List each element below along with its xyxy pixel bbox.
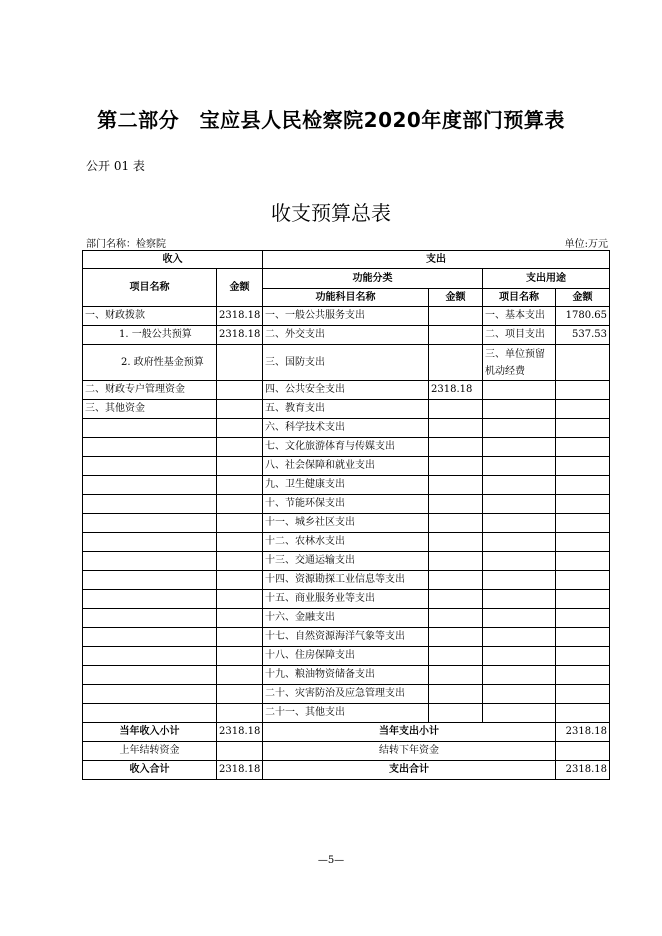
header-item-name: 项目名称 xyxy=(83,269,217,307)
function-amount xyxy=(429,590,483,609)
usage-amount xyxy=(556,647,610,666)
usage-item: 三、单位预留机动经费 xyxy=(483,345,556,381)
table-row xyxy=(83,590,610,609)
function-item: 十八、住房保障支出 xyxy=(263,647,429,666)
function-item: 七、文化旅游体育与传媒支出 xyxy=(263,438,429,457)
expense-total-label: 支出合计 xyxy=(263,761,556,780)
function-item: 十六、金融支出 xyxy=(263,609,429,628)
header-usage-amount: 金额 xyxy=(556,289,610,307)
usage-amount xyxy=(556,552,610,571)
usage-amount xyxy=(556,400,610,419)
header-amount: 金额 xyxy=(217,269,263,307)
income-amount xyxy=(217,533,263,552)
header-function-amount: 金额 xyxy=(429,289,483,307)
function-amount xyxy=(429,647,483,666)
header-function-class: 功能分类 xyxy=(263,269,483,289)
function-amount xyxy=(429,457,483,476)
usage-item xyxy=(483,495,556,514)
table-row xyxy=(83,476,610,495)
function-item: 八、社会保障和就业支出 xyxy=(263,457,429,476)
income-item xyxy=(83,552,217,571)
expense-subtotal-label: 当年支出小计 xyxy=(263,723,556,742)
usage-amount xyxy=(556,438,610,457)
income-amount xyxy=(217,457,263,476)
function-amount xyxy=(429,552,483,571)
function-item: 三、国防支出 xyxy=(263,345,429,381)
usage-amount xyxy=(556,495,610,514)
usage-item xyxy=(483,419,556,438)
income-amount xyxy=(217,628,263,647)
subtotal-row xyxy=(83,723,610,742)
usage-item xyxy=(483,628,556,647)
usage-item xyxy=(483,476,556,495)
usage-item xyxy=(483,552,556,571)
function-amount xyxy=(429,609,483,628)
prev-balance-label: 上年结转资金 xyxy=(83,742,217,761)
income-amount xyxy=(217,345,263,381)
function-item: 二十、灾害防治及应急管理支出 xyxy=(263,685,429,704)
table-row xyxy=(83,647,610,666)
table-row xyxy=(83,419,610,438)
usage-amount xyxy=(556,345,610,381)
income-item xyxy=(83,704,217,723)
income-subtotal-label: 当年收入小计 xyxy=(83,723,217,742)
usage-amount xyxy=(556,685,610,704)
table-row xyxy=(83,533,610,552)
income-amount xyxy=(217,438,263,457)
function-item: 十九、粮油物资储备支出 xyxy=(263,666,429,685)
function-item: 十二、农林水支出 xyxy=(263,533,429,552)
expense-total-amount: 2318.18 xyxy=(556,761,610,780)
usage-item xyxy=(483,400,556,419)
function-amount xyxy=(429,345,483,381)
table-row xyxy=(83,381,610,400)
income-item xyxy=(83,685,217,704)
table-row xyxy=(83,628,610,647)
income-item xyxy=(83,628,217,647)
header-expense: 支出 xyxy=(263,251,610,269)
income-item: 1. 一般公共预算 xyxy=(83,326,217,345)
function-amount xyxy=(429,704,483,723)
next-balance-label: 结转下年资金 xyxy=(263,742,556,761)
usage-item xyxy=(483,704,556,723)
function-amount xyxy=(429,419,483,438)
income-item: 2. 政府性基金预算 xyxy=(83,345,217,381)
usage-item xyxy=(483,514,556,533)
function-amount xyxy=(429,685,483,704)
function-amount xyxy=(429,571,483,590)
balance-row xyxy=(83,742,610,761)
usage-item xyxy=(483,590,556,609)
table-row xyxy=(83,345,610,381)
usage-item xyxy=(483,457,556,476)
table-row xyxy=(83,704,610,723)
income-amount xyxy=(217,381,263,400)
income-amount xyxy=(217,552,263,571)
income-amount xyxy=(217,571,263,590)
income-amount xyxy=(217,495,263,514)
usage-amount xyxy=(556,628,610,647)
usage-amount xyxy=(556,476,610,495)
income-item xyxy=(83,476,217,495)
header-usage: 支出用途 xyxy=(483,269,610,289)
function-item: 十、节能环保支出 xyxy=(263,495,429,514)
usage-item xyxy=(483,571,556,590)
income-amount xyxy=(217,590,263,609)
usage-item xyxy=(483,533,556,552)
income-item xyxy=(83,495,217,514)
table-row xyxy=(83,685,610,704)
function-item: 二十一、其他支出 xyxy=(263,704,429,723)
page-title: 收支预算总表 xyxy=(271,201,391,225)
function-amount xyxy=(429,514,483,533)
table-row xyxy=(83,307,610,326)
table-row xyxy=(83,495,610,514)
usage-amount xyxy=(556,590,610,609)
income-item xyxy=(83,457,217,476)
usage-amount: 537.53 xyxy=(556,326,610,345)
income-amount xyxy=(217,704,263,723)
income-amount: 2318.18 xyxy=(217,326,263,345)
header-usage-item-name: 项目名称 xyxy=(483,289,556,307)
usage-item xyxy=(483,609,556,628)
usage-item xyxy=(483,647,556,666)
usage-amount: 1780.65 xyxy=(556,307,610,326)
expense-subtotal-amount: 2318.18 xyxy=(556,723,610,742)
unit-label: 单位:万元 xyxy=(564,239,608,250)
function-item: 十七、自然资源海洋气象等支出 xyxy=(263,628,429,647)
prev-balance-amount xyxy=(217,742,263,761)
function-amount: 2318.18 xyxy=(429,381,483,400)
income-amount xyxy=(217,400,263,419)
page-number: —5— xyxy=(317,855,345,866)
usage-item: 一、基本支出 xyxy=(483,307,556,326)
table-number: 公开 01 表 xyxy=(86,159,145,173)
function-amount xyxy=(429,533,483,552)
header-income: 收入 xyxy=(83,251,263,269)
function-amount xyxy=(429,438,483,457)
usage-amount xyxy=(556,457,610,476)
function-item: 五、教育支出 xyxy=(263,400,429,419)
usage-amount xyxy=(556,419,610,438)
income-amount xyxy=(217,647,263,666)
function-amount xyxy=(429,307,483,326)
income-item xyxy=(83,609,217,628)
table-row xyxy=(83,609,610,628)
income-amount xyxy=(217,685,263,704)
income-item xyxy=(83,419,217,438)
table-row xyxy=(83,552,610,571)
table-row xyxy=(83,457,610,476)
usage-amount xyxy=(556,666,610,685)
function-item: 十五、商业服务业等支出 xyxy=(263,590,429,609)
usage-item xyxy=(483,381,556,400)
next-balance-amount xyxy=(556,742,610,761)
income-item xyxy=(83,590,217,609)
function-item: 四、公共安全支出 xyxy=(263,381,429,400)
usage-amount xyxy=(556,381,610,400)
usage-amount xyxy=(556,514,610,533)
income-amount xyxy=(217,609,263,628)
usage-item xyxy=(483,685,556,704)
part-title: 第二部分 宝应县人民检察院2020年度部门预算表 xyxy=(97,108,565,132)
total-row xyxy=(83,761,610,780)
income-subtotal-amount: 2318.18 xyxy=(217,723,263,742)
function-item: 九、卫生健康支出 xyxy=(263,476,429,495)
income-item xyxy=(83,514,217,533)
usage-amount xyxy=(556,609,610,628)
function-amount xyxy=(429,666,483,685)
table-row xyxy=(83,514,610,533)
table-row xyxy=(83,326,610,345)
income-item xyxy=(83,533,217,552)
table-row xyxy=(83,438,610,457)
usage-amount xyxy=(556,571,610,590)
income-amount xyxy=(217,419,263,438)
income-item: 一、财政拨款 xyxy=(83,307,217,326)
function-amount xyxy=(429,495,483,514)
income-total-label: 收入合计 xyxy=(83,761,217,780)
income-item xyxy=(83,666,217,685)
usage-item xyxy=(483,438,556,457)
income-item xyxy=(83,571,217,590)
income-total-amount: 2318.18 xyxy=(217,761,263,780)
function-item: 十三、交通运输支出 xyxy=(263,552,429,571)
income-item: 三、其他资金 xyxy=(83,400,217,419)
income-amount: 2318.18 xyxy=(217,307,263,326)
function-amount xyxy=(429,400,483,419)
function-item: 一、一般公共服务支出 xyxy=(263,307,429,326)
function-item: 十一、城乡社区支出 xyxy=(263,514,429,533)
table-body xyxy=(83,307,610,780)
income-item: 二、财政专户管理资金 xyxy=(83,381,217,400)
income-item xyxy=(83,647,217,666)
budget-table xyxy=(82,250,610,780)
department-label: 部门名称：检察院 xyxy=(86,239,166,250)
header-function-item-name: 功能科目名称 xyxy=(263,289,429,307)
income-amount xyxy=(217,514,263,533)
usage-amount xyxy=(556,704,610,723)
income-amount xyxy=(217,476,263,495)
usage-item xyxy=(483,666,556,685)
income-amount xyxy=(217,666,263,685)
function-amount xyxy=(429,476,483,495)
table-row xyxy=(83,571,610,590)
function-item: 十四、资源勘探工业信息等支出 xyxy=(263,571,429,590)
function-amount xyxy=(429,326,483,345)
function-item: 六、科学技术支出 xyxy=(263,419,429,438)
usage-amount xyxy=(556,533,610,552)
table-row xyxy=(83,400,610,419)
table-row xyxy=(83,666,610,685)
usage-item: 二、项目支出 xyxy=(483,326,556,345)
income-item xyxy=(83,438,217,457)
function-amount xyxy=(429,628,483,647)
function-item: 二、外交支出 xyxy=(263,326,429,345)
